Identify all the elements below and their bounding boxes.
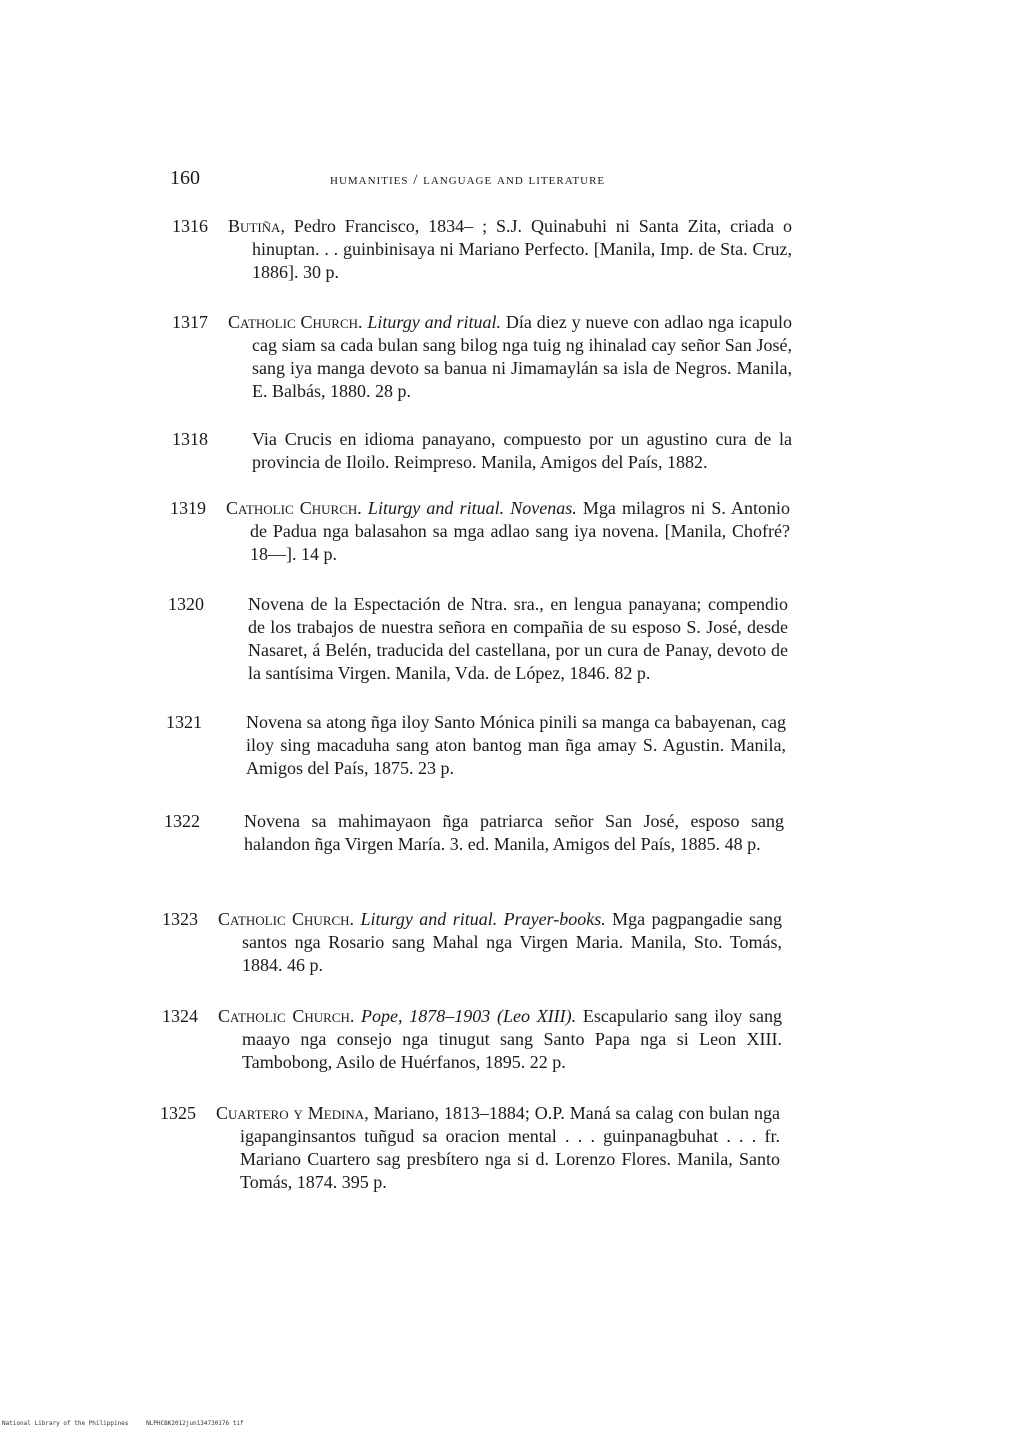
entry-text: Mga milagros ni S. Antonio de Padua nga balasahon sa mga adlao sang iya novena. [Manila, Chofré? 18—]. 14 p.: [250, 498, 790, 564]
entry-heading: Liturgy and ritual. Novenas.: [361, 498, 577, 518]
entry-author: Butiña,: [228, 216, 285, 236]
entry-heading: Pope, 1878–1903 (Leo XIII).: [354, 1006, 577, 1026]
entry-text: Mga pagpangadie sang santos nga Rosario sang Mahal nga Virgen Maria. Manila, Sto. Tomás, 1884. 46 p.: [242, 909, 782, 975]
scan-footer: [2, 1420, 258, 1427]
page-number: 160: [170, 167, 200, 189]
entry-number: 1319: [170, 498, 206, 518]
entry-1317: [172, 311, 792, 403]
entry-number: 1320: [168, 594, 204, 614]
running-head: humanities / language and literature: [330, 172, 606, 188]
entry-1325: [160, 1102, 780, 1194]
entry-1321: [166, 711, 786, 780]
entry-text: Pedro Francisco, 1834– ; S.J. Quinabuhi ni Santa Zita, criada o hinuptan. . . guinbinisaya ni Mariano Perfecto. [Manila, Imp. de Sta. Cruz, 1886]. 30 p.: [252, 216, 792, 282]
footer-library: National Library of the Philippines: [2, 1420, 129, 1427]
entry-number: 1322: [164, 811, 200, 831]
entry-author: Catholic Church.: [218, 909, 355, 929]
entry-1320: [168, 593, 788, 685]
entry-text: Escapulario sang iloy sang maayo nga consejo nga tinugut sang Santo Papa nga si Leon XIII. Tambobong, Asilo de Huérfanos, 1895. 22 p.: [242, 1006, 782, 1072]
footer-file-id: NLPHCBK2012jun134730176 tif: [146, 1420, 244, 1427]
entry-author: Catholic Church.: [228, 312, 363, 332]
entry-text: Novena sa atong ñga iloy Santo Mónica pinili sa manga ca babayenan, cag iloy sing macaduha sang aton bantog man ñga amay S. Agustin. Manila, Amigos del País, 1875. 23 p.: [246, 712, 786, 778]
entry-text: Via Crucis en idioma panayano, compuesto por un agustino cura de la provincia de Iloilo. Reimpreso. Manila, Amigos del País, 1882.: [252, 429, 792, 472]
entry-heading: Liturgy and ritual.: [362, 312, 502, 332]
entry-number: 1324: [162, 1006, 198, 1026]
entry-1323: [162, 908, 782, 977]
entry-number: 1318: [172, 429, 208, 449]
entry-1322: [164, 810, 784, 856]
entry-1319: [170, 497, 790, 566]
entry-author: Cuartero y Medina,: [216, 1103, 369, 1123]
entry-author: Catholic Church.: [226, 498, 362, 518]
entry-heading: Liturgy and ritual. Prayer-books.: [354, 909, 606, 929]
entry-text: Mariano, 1813–1884; O.P. Maná sa calag con bulan nga igapanginsantos tuñgud sa oracion mental . . . guinpanagbuhat . . . fr. Mariano Cuartero sag presbítero nga si d. Lorenzo Flores. Manila, Santo Tomás, 1874. 395 p.: [240, 1103, 780, 1192]
entry-text: Novena sa mahimayaon ñga patriarca señor San José, esposo sang halandon ñga Virgen María. 3. ed. Manila, Amigos del País, 1885. 48 p.: [244, 811, 784, 854]
entry-1316: [172, 215, 792, 284]
entry-number: 1321: [166, 712, 202, 732]
entry-number: 1325: [160, 1103, 196, 1123]
entry-1318: [172, 428, 792, 474]
entry-author: Catholic Church.: [218, 1006, 355, 1026]
entry-number: 1317: [172, 312, 208, 332]
entry-number: 1316: [172, 216, 208, 236]
entry-text: Día diez y nueve con adlao nga icapulo cag siam sa cada bulan sang bilog nga tuig ng ihinalad cay señor San José, sang iya manga devoto sa banua ni Jimamaylán sa isla de Negros. Manila, E. Balbás, 1880. 28 p.: [252, 312, 793, 401]
entry-1324: [162, 1005, 782, 1074]
entry-text: Novena de la Espectación de Ntra. sra., en lengua panayana; compendio de los trabajos de nuestra señora en compañia de su esposo S. José, desde Nasaret, á Belén, traducida del castellana, por un cura de Panay, devoto de la santísima Virgen. Manila, Vda. de López, 1846. 82 p.: [248, 594, 788, 683]
entry-number: 1323: [162, 909, 198, 929]
